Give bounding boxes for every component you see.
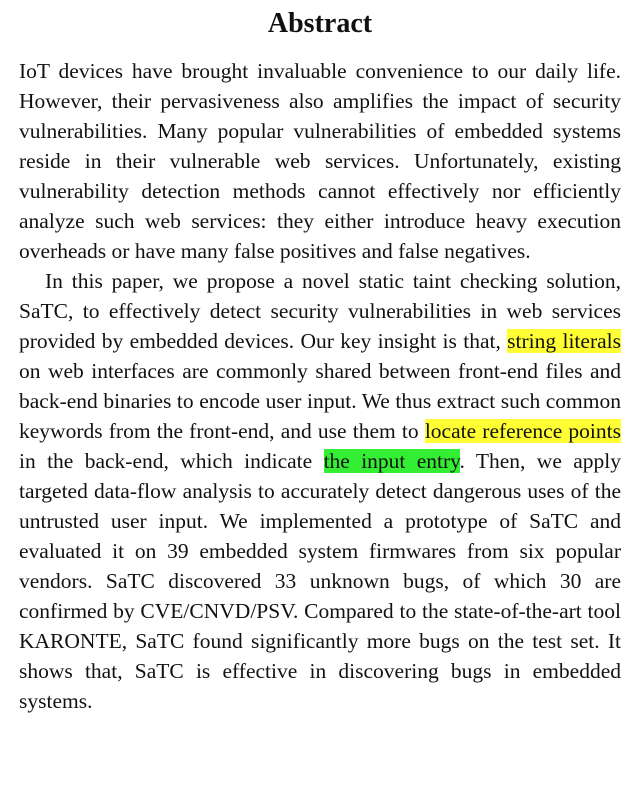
abstract-paragraph-2: [19, 266, 621, 716]
abstract-paragraph-1: IoT devices have brought invaluable convenience to our daily life. However, their pervasiveness also amplifies the impact of security vulnerabilities. Many popular vulnerabilities of embedded systems reside in their vulnerable web services. Unfortunately, existing vulnerability detection methods cannot effectively nor efficiently analyze such web services: they either introduce heavy execution overheads or have many false positives and false negatives.: [19, 59, 621, 263]
paragraph-2-text-1: In this paper, we propose a novel static taint checking solution, SaTC, to effectively detect security vulnerabilities in web services provided by embedded devices. Our key insight is that,: [19, 269, 621, 353]
highlight-input-entry: the input entry: [323, 449, 460, 473]
paragraph-2-text-3: in the back-end, which indicate: [19, 449, 324, 473]
highlight-locate-reference-points: locate reference points: [424, 419, 621, 443]
paragraph-2-text-4: . Then, we apply targeted data-flow analysis to accurately detect dangerous uses of the untrusted user input. We implemented a prototype of SaTC and evaluated it on 39 embedded system firmwares from six popular vendors. SaTC discovered 33 unknown bugs, of which 30 are confirmed by CVE/CNVD/PSV. Compared to the state-of-the-art tool KARONTE, SaTC found significantly more bugs on the test set. It shows that, SaTC is effective in discovering bugs in embedded systems.: [19, 449, 621, 713]
abstract-heading: Abstract: [267, 8, 373, 39]
abstract-section: [19, 4, 621, 716]
highlight-string-literals: string literals: [507, 329, 621, 353]
paragraph-2-text-2: on web interfaces are commonly shared between front-end files and back-end binaries to encode user input. We thus extract such common keywords from the front-end, and use them to: [19, 359, 621, 443]
